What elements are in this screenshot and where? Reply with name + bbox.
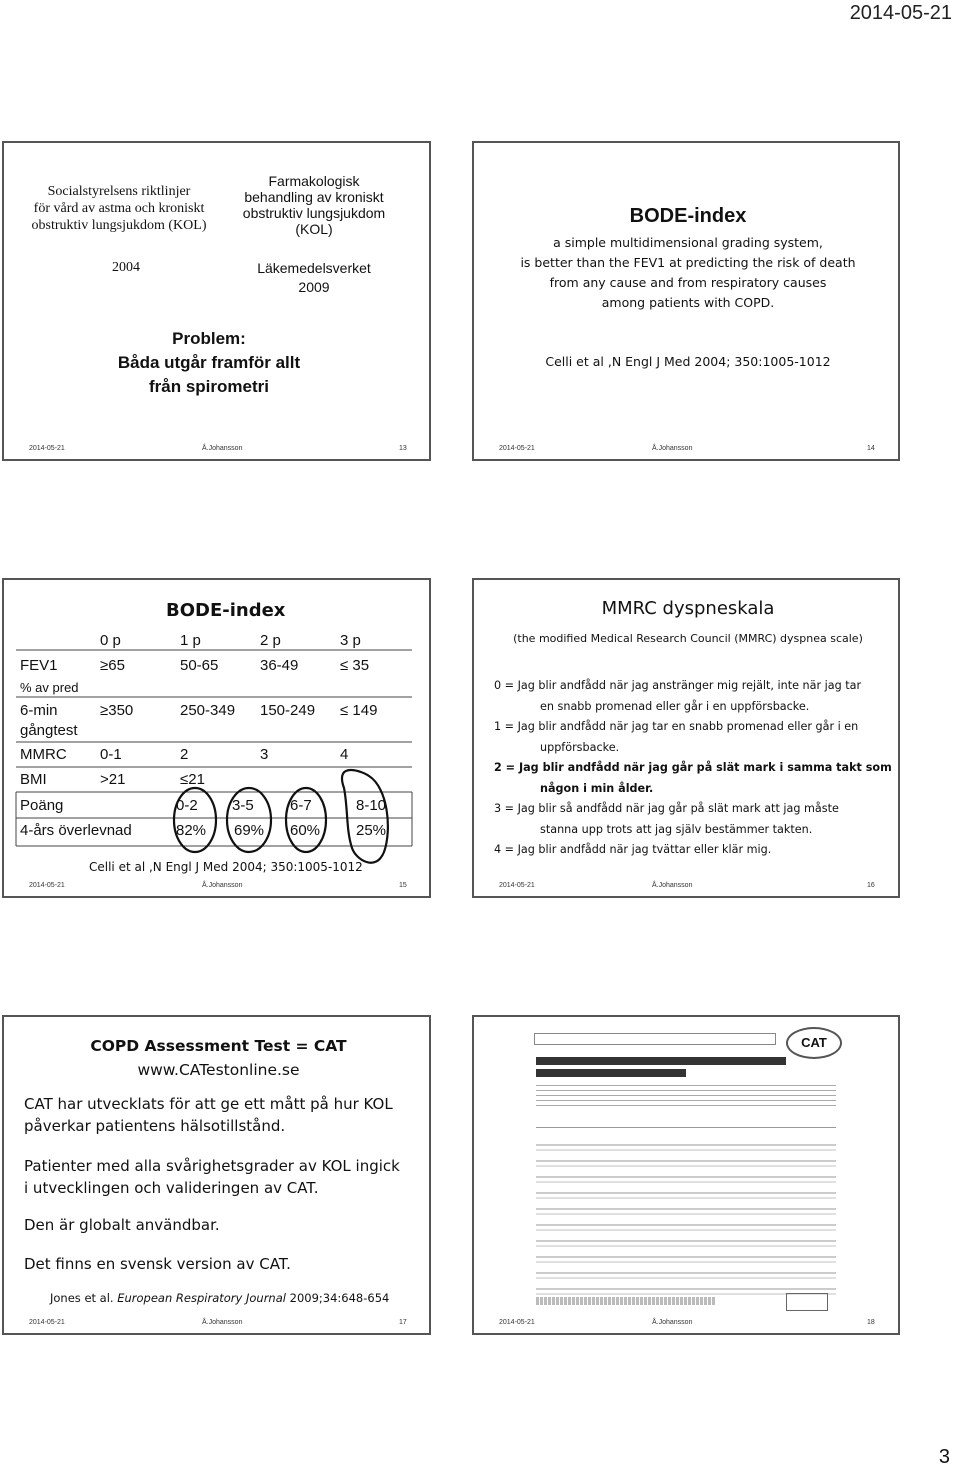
footer-date: 2014-05-21 — [29, 1319, 65, 1326]
cat-paragraph-4: Det finns en svensk version av CAT. — [24, 1255, 291, 1273]
slide-title: BODE-index — [166, 600, 286, 621]
footer-date: 2014-05-21 — [29, 882, 65, 889]
footer-author: Å.Johansson — [652, 882, 693, 889]
footer-slide-number: 14 — [867, 445, 875, 452]
socialstyrelsen-text: Socialstyrelsens riktlinjer för vård av astma och kroniskt obstruktiv lungsjukdom (KOL) — [31, 184, 207, 233]
mmrc-item-4: 4 = Jag blir andfådd när jag tvättar eller klär mig. — [494, 843, 772, 856]
footer-author: Å.Johansson — [652, 1319, 693, 1326]
header-0p: 0 p — [100, 632, 121, 649]
footer-slide-number: 17 — [399, 1319, 407, 1326]
lmv-year: 2009 — [298, 279, 330, 295]
cat-form-title-2 — [536, 1069, 686, 1077]
slide-13 — [2, 141, 431, 461]
slide-title: BODE-index — [629, 205, 747, 227]
footer-date: 2014-05-21 — [29, 445, 65, 452]
footer-date: 2014-05-21 — [499, 445, 535, 452]
header-3p: 3 p — [340, 632, 361, 649]
citation: Celli et al ,N Engl J Med 2004; 350:1005-1012 — [89, 860, 363, 874]
slide-title: COPD Assessment Test = CAT — [90, 1037, 347, 1055]
walk-sublabel: gångtest — [20, 722, 78, 739]
cat-paragraph-2: Patienter med alla svårighetsgrader av KOL ingick i utvecklingen och valideringen av CAT. — [24, 1157, 400, 1197]
footer-date: 2014-05-21 — [499, 882, 535, 889]
slide-17 — [2, 1015, 431, 1335]
slide-subtitle: (the modified Medical Research Council (MMRC) dyspnea scale) — [513, 632, 863, 645]
mmrc-item-1: 1 = Jag blir andfådd när jag tar en snabb promenad eller går i en uppförsbacke. — [494, 720, 859, 754]
mmrc-item-3: 3 = Jag blir så andfådd när jag går på slät mark att jag måste stanna upp trots att jag själv bestämmer takten. — [494, 802, 839, 836]
header-2p: 2 p — [260, 632, 281, 649]
reference: Jones et al. European Respiratory Journal 2009;34:648-654 — [50, 1291, 390, 1305]
walk-label: 6-min — [20, 702, 58, 719]
mmrc-list — [494, 676, 894, 861]
footer-slide-number: 15 — [399, 882, 407, 889]
slide-18 — [472, 1015, 900, 1335]
cat-form-footer — [536, 1297, 716, 1305]
cat-form-intro — [536, 1083, 836, 1109]
fev1-sublabel: % av pred — [20, 680, 79, 695]
cat-form-header-line — [534, 1033, 776, 1045]
cat-paragraph-3: Den är globalt användbar. — [24, 1216, 220, 1234]
footer-date: 2014-05-21 — [499, 1319, 535, 1326]
cat-logo: CAT — [786, 1027, 842, 1059]
cat-paragraph-1: CAT har utvecklats för att ge ett mått på hur KOL påverkar patientens hälsotillstånd. — [24, 1095, 393, 1135]
footer-slide-number: 13 — [399, 445, 407, 452]
footer-slide-number: 16 — [867, 882, 875, 889]
page-number: 3 — [938, 1446, 950, 1468]
footer-slide-number: 18 — [867, 1319, 875, 1326]
cat-url: www.CATestonline.se — [137, 1061, 300, 1079]
socialstyrelsen-year: 2004 — [112, 260, 140, 275]
problem-text: Problem: Båda utgår framför allt från spirometri — [117, 329, 301, 396]
cat-form-title — [536, 1057, 786, 1065]
points-label: Poäng — [20, 797, 64, 814]
cat-form-example — [536, 1117, 836, 1128]
cat-form-rows — [536, 1135, 836, 1295]
lmv-org: Läkemedelsverket — [257, 260, 371, 276]
lmv-text: Farmakologisk behandling av kroniskt obstruktiv lungsjukdom (KOL) — [242, 173, 386, 237]
mmrc-item-0: 0 = Jag blir andfådd när jag anstränger mig rejält, inte när jag tar en snabb promenad eller går i en uppförsbacke. — [494, 679, 862, 713]
footer-author: Å.Johansson — [202, 445, 243, 452]
citation: Celli et al ,N Engl J Med 2004; 350:1005-1012 — [545, 354, 831, 369]
header-1p: 1 p — [180, 632, 201, 649]
footer-author: Å.Johansson — [652, 445, 693, 452]
slide-14 — [472, 141, 900, 461]
slide-16 — [472, 578, 900, 898]
mmrc-label: MMRC — [20, 746, 67, 763]
mmrc-item-2: 2 = Jag blir andfådd när jag går på slät mark i samma takt som någon i min ålder. — [494, 761, 892, 795]
bmi-label: BMI — [20, 771, 47, 788]
header-date: 2014-05-21 — [849, 2, 952, 24]
slide-title: MMRC dyspneskala — [601, 598, 775, 619]
fev1-label: FEV1 — [20, 657, 58, 674]
slide-15: BODE-index 0 p 1 p 2 p 3 p FEV1 % av pred ≥65 50-65 36-49 ≤ 35 6-min gångtest ≥350 250-349 150-249 ≤ 149 MMRC 0-1 2 3 4 BMI >21 ≤21 Poäng 0-2 3-5 6-7 8-10 4-års överlevnad 82% 69% 60% 25% Celli et al ,N Engl J Med 2004; 350:1005-1012 2014-05-21 Å.Johansson 15 — [2, 578, 431, 898]
bode-table-grid — [4, 580, 431, 898]
cat-form-score-box — [786, 1293, 828, 1311]
bode-description: a simple multidimensional grading system, is better than the FEV1 at predicting the risk of death from any cause and from respiratory causes among patients with COPD. — [520, 235, 856, 310]
survival-label: 4-års överlevnad — [20, 822, 132, 839]
footer-author: Å.Johansson — [202, 882, 243, 889]
cat-form-image — [524, 1025, 854, 1315]
footer-author: Å.Johansson — [202, 1319, 243, 1326]
